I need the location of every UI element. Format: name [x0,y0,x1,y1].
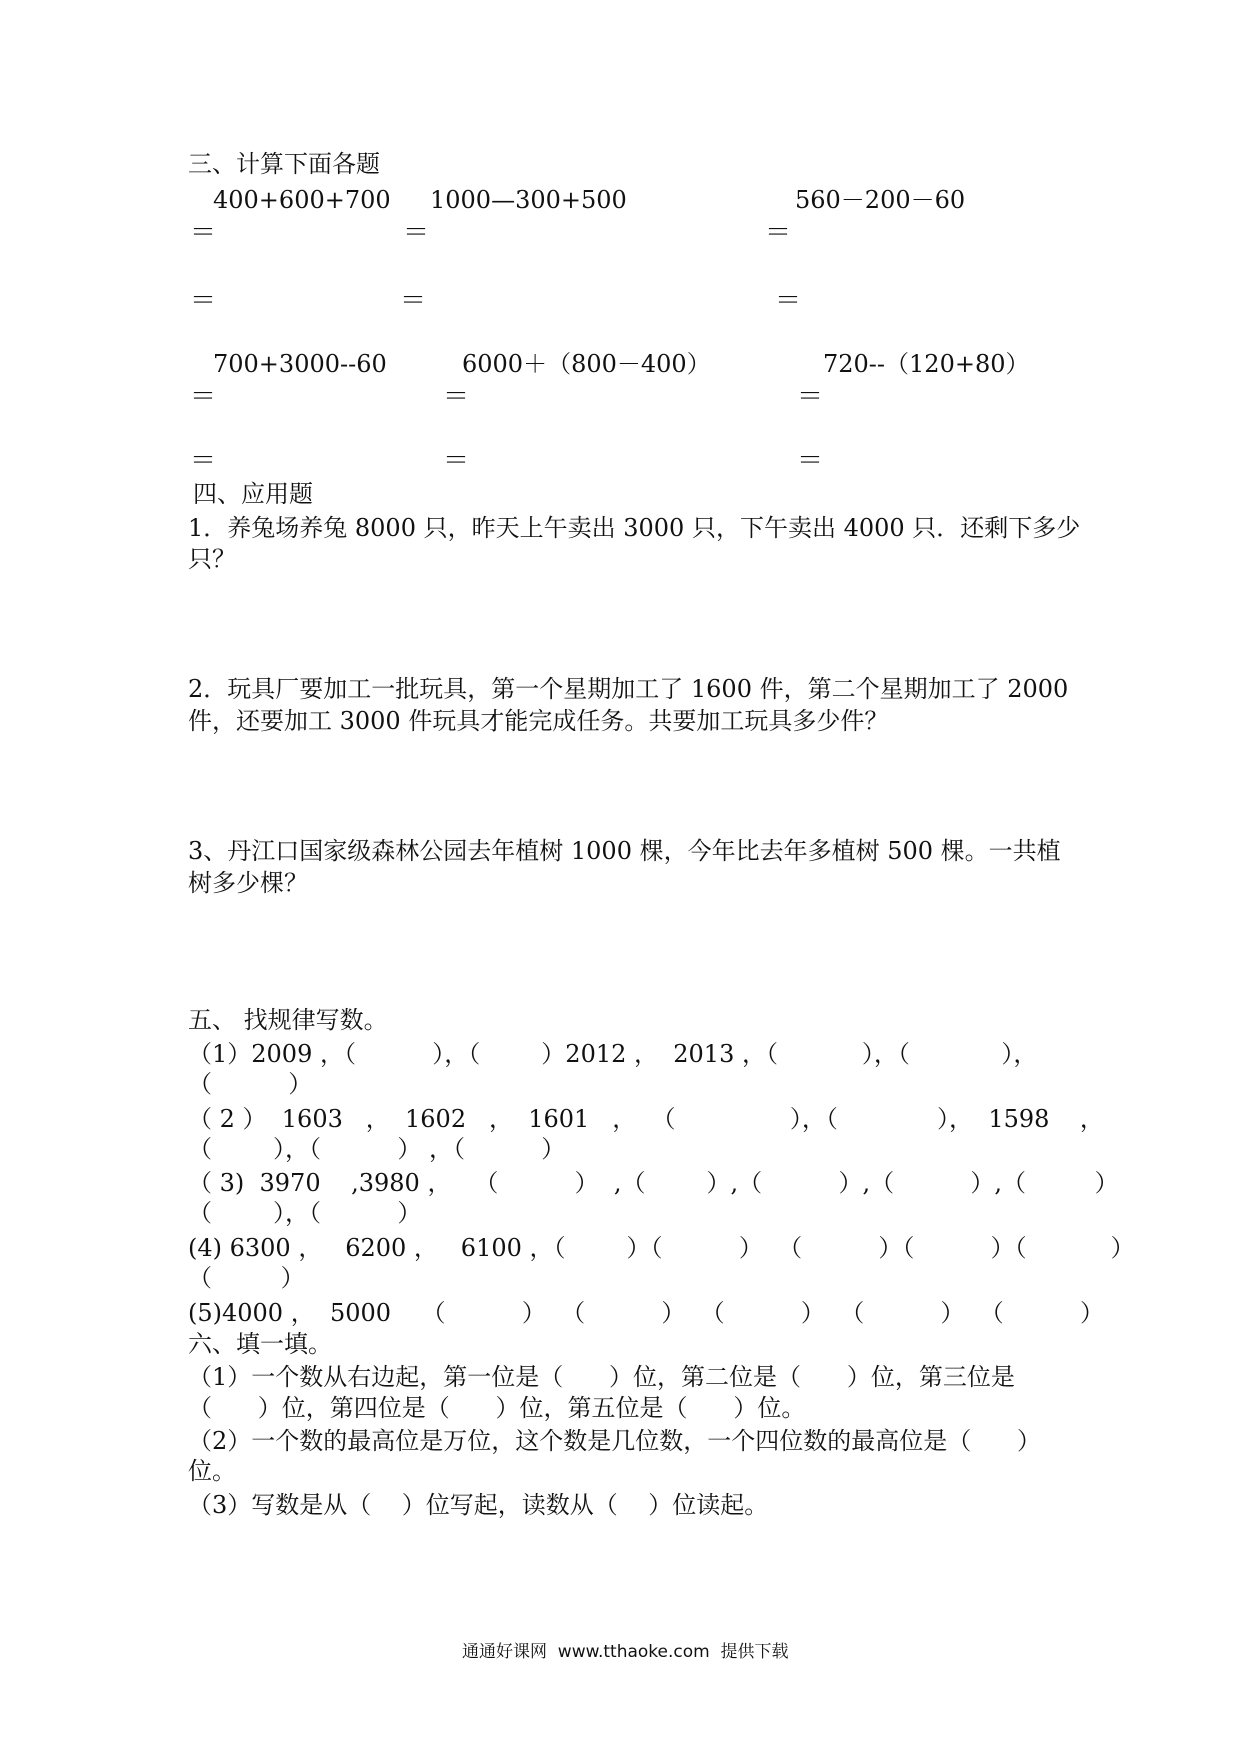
problem-1-equals-2: ＝ [190,286,217,316]
problem-4-equals-1: ＝ [190,382,217,412]
problem-1-equals-1: ＝ [190,218,217,248]
pattern-line-7: (4) 6300 ， 6200 ， 6100 ，（ ）（ ） （ ）（ ）（ ） [188,1234,1135,1262]
fill-line-5: （3）写数是从（ ）位写起，读数从（ ）位读起。 [188,1491,769,1519]
problem-6-equals-1: ＝ [797,382,824,412]
section-4-title: 四、应用题 [193,480,313,508]
pattern-line-3: （ 2 ） 1603 ， 1602 ， 1601 ， （ ），（ ）， 1598 ， [188,1105,1104,1133]
problem-5-equals-2: ＝ [443,446,470,476]
problem-3-equals-1: ＝ [765,218,792,248]
section-3-title: 三、计算下面各题 [188,150,380,178]
problem-6-expression: 720--（120+80） [823,350,1030,378]
question-2-line-2: 件，还要加工 3000 件玩具才能完成任务。共要加工玩具多少件？ [188,707,889,735]
question-3-line-1: 3、丹江口国家级森林公园去年植树 1000 棵，今年比去年多植树 500 棵。一共植 [188,837,1061,865]
pattern-line-1: （1）2009 ，（ ），（ ）2012 ， 2013 ，（ ），（ ）， [188,1040,1038,1068]
question-2-line-1: 2．玩具厂要加工一批玩具，第一个星期加工了 1600 件，第二个星期加工了 2000 [188,675,1069,703]
question-1-line-2: 只？ [188,545,236,573]
problem-2-equals-1: ＝ [403,218,430,248]
problem-4-equals-2: ＝ [190,446,217,476]
pattern-line-4: （ ），（ ） ，（ ） [188,1135,566,1163]
problem-3-expression: 560－200－60 [795,186,966,214]
problem-2-expression: 1000—300+500 [430,186,627,214]
pattern-line-9: (5)4000 ， 5000 （ ） （ ） （ ） （ ） （ ） [188,1299,1105,1327]
fill-line-2: （ ）位，第四位是（ ）位，第五位是（ ）位。 [188,1394,806,1422]
fill-line-4: 位。 [188,1457,236,1485]
footer-text: 通通好课网 www.tthaoke.com 提供下载 [462,1642,789,1662]
pattern-line-6: （ ），（ ） [188,1199,422,1227]
problem-6-equals-2: ＝ [797,446,824,476]
question-3-line-2: 树多少棵？ [188,869,308,897]
problem-4-expression: 700+3000--60 [213,350,387,378]
problem-5-equals-1: ＝ [443,382,470,412]
question-1-line-1: 1．养兔场养兔 8000 只，昨天上午卖出 3000 只，下午卖出 4000 只．还剩下多少 [188,514,1081,542]
problem-1-expression: 400+600+700 [213,186,391,214]
problem-3-equals-2: ＝ [775,286,802,316]
fill-line-1: （1）一个数从右边起，第一位是（ ）位，第二位是（ ）位，第三位是 [188,1363,1015,1391]
pattern-line-2: （ ） [188,1070,313,1098]
fill-line-3: （2）一个数的最高位是万位，这个数是几位数，一个四位数的最高位是（ ） [188,1427,1042,1455]
problem-2-equals-2: ＝ [400,286,427,316]
section-6-title: 六、填一填。 [188,1330,332,1358]
pattern-line-5: （ 3) 3970 ,3980 ， （ ） ,（ ）,（ ）,（ ）,（ ） [188,1169,1119,1197]
section-5-title: 五、 找规律写数。 [188,1006,388,1034]
pattern-line-8: （ ） [188,1264,305,1292]
problem-5-expression: 6000＋（800－400） [462,350,711,378]
